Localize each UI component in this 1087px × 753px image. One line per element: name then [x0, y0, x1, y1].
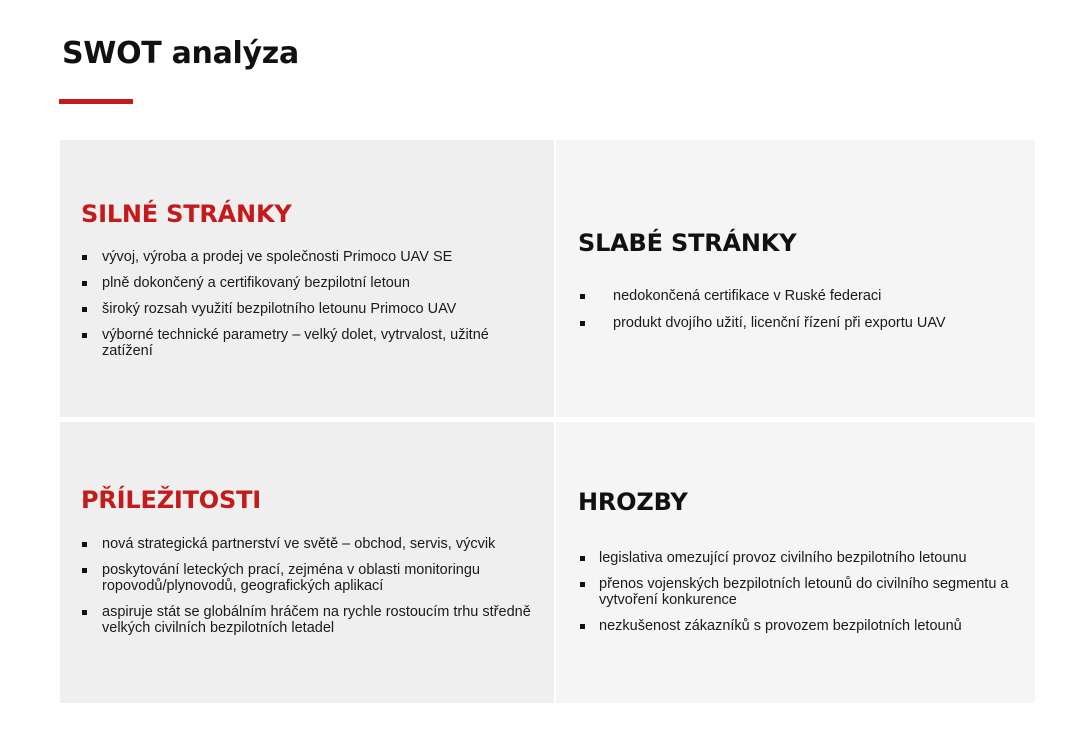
threats-panel [556, 422, 1035, 703]
list-item [82, 562, 538, 594]
opportunities-heading: PŘÍLEŽITOSTI [81, 486, 261, 514]
list-item [82, 301, 532, 317]
list-item-text: široký rozsah využití bezpilotního letounu Primoco UAV [102, 301, 457, 317]
bullet-icon [82, 542, 87, 547]
bullet-icon [82, 307, 87, 312]
list-item [578, 288, 1018, 304]
list-item [82, 327, 532, 359]
strengths-panel [60, 140, 554, 417]
bullet-icon [580, 294, 585, 299]
list-item-text: výborné technické parametry – velký dolet, vytrvalost, užitné zatížení [102, 327, 489, 359]
weaknesses-panel [556, 140, 1035, 417]
list-item-text: přenos vojenských bezpilotních letounů do civilního segmentu a vytvoření konkurence [599, 576, 1009, 608]
strengths-heading: SILNÉ STRÁNKY [81, 200, 292, 228]
list-item [578, 315, 1018, 331]
opportunities-panel [60, 422, 554, 703]
list-item [578, 550, 1023, 566]
list-item [82, 249, 532, 265]
weaknesses-list [578, 288, 1018, 342]
bullet-icon [82, 333, 87, 338]
list-item [82, 275, 532, 291]
list-item [578, 618, 1023, 634]
list-item-text: produkt dvojího užití, licenční řízení při exportu UAV [613, 315, 946, 331]
page-title: SWOT analýza [62, 36, 299, 71]
bullet-icon [580, 556, 585, 561]
list-item-text: legislativa omezující provoz civilního bezpilotního letounu [599, 550, 967, 566]
bullet-icon [580, 624, 585, 629]
bullet-icon [82, 281, 87, 286]
opportunities-list [82, 536, 538, 646]
bullet-icon [580, 582, 585, 587]
bullet-icon [82, 255, 87, 260]
list-item [578, 576, 1023, 608]
strengths-list [82, 249, 532, 369]
title-underline [59, 99, 133, 104]
list-item-text: nezkušenost zákazníků s provozem bezpilotních letounů [599, 618, 962, 634]
list-item [82, 604, 538, 636]
list-item-text: poskytování leteckých prací, zejména v oblasti monitoringu ropovodů/plynovodů, geografických aplikací [102, 562, 480, 594]
weaknesses-heading: SLABÉ STRÁNKY [578, 229, 797, 257]
bullet-icon [82, 568, 87, 573]
threats-list [578, 550, 1023, 644]
list-item-text: aspiruje stát se globálním hráčem na rychle rostoucím trhu středně velkých civilních bezpilotních letadel [102, 604, 531, 636]
list-item-text: plně dokončený a certifikovaný bezpilotní letoun [102, 275, 410, 291]
list-item-text: nedokončená certifikace v Ruské federaci [613, 288, 882, 304]
list-item [82, 536, 538, 552]
threats-heading: HROZBY [578, 488, 688, 516]
list-item-text: nová strategická partnerství ve světě – obchod, servis, výcvik [102, 536, 496, 552]
list-item-text: vývoj, výroba a prodej ve společnosti Primoco UAV SE [102, 249, 453, 265]
bullet-icon [580, 321, 585, 326]
bullet-icon [82, 610, 87, 615]
